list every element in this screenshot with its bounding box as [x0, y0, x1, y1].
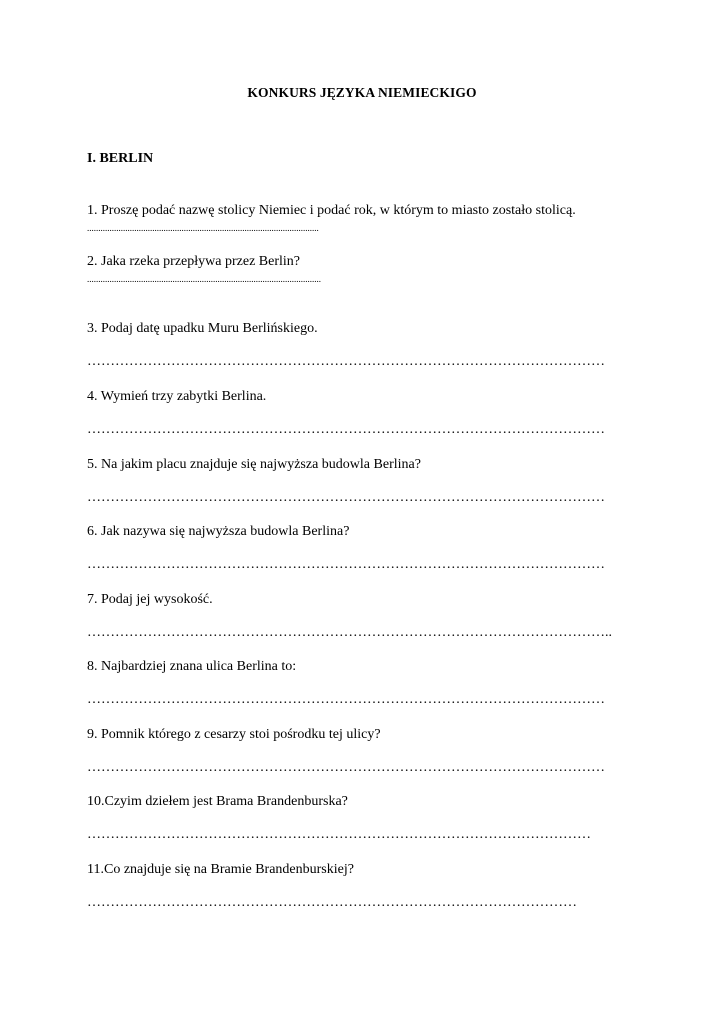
section-heading: I. BERLIN	[87, 151, 154, 166]
question-7: 7. Podaj jej wysokość.	[87, 592, 213, 607]
answer-line-3[interactable]: …………………………………………………………………………………………………	[87, 354, 605, 369]
answer-line-6[interactable]: …………………………………………………………………………………………………	[87, 557, 605, 572]
question-11: 11.Co znajduje się na Bramie Brandenburskiej?	[87, 862, 354, 877]
answer-line-9[interactable]: …………………………………………………………………………………………………	[87, 760, 605, 775]
question-4: 4. Wymień trzy zabytki Berlina.	[87, 389, 267, 404]
question-1: 1. Proszę podać nazwę stolicy Niemiec i podać rok, w którym to miasto zostało stolicą.	[87, 203, 576, 218]
question-10: 10.Czyim dziełem jest Brama Brandenburska?	[87, 794, 348, 809]
question-5: 5. Na jakim placu znajduje się najwyższa budowla Berlina?	[87, 457, 421, 472]
question-8: 8. Najbardziej znana ulica Berlina to:	[87, 659, 297, 674]
answer-line-4[interactable]: …………………………………………………………………………………………………	[87, 422, 605, 437]
question-3: 3. Podaj datę upadku Muru Berlińskiego.	[87, 321, 318, 336]
answer-line-2[interactable]: ........................................................................................................	[87, 274, 321, 284]
answer-line-10[interactable]: ………………………………………………………………………………………………	[87, 827, 591, 842]
page-title: KONKURS JĘZYKA NIEMIECKIGO	[247, 85, 477, 100]
answer-line-8[interactable]: …………………………………………………………………………………………………	[87, 692, 605, 707]
question-2: 2. Jaka rzeka przepływa przez Berlin?	[87, 254, 300, 269]
answer-line-1[interactable]: .......................................................................................................	[87, 223, 319, 233]
question-6: 6. Jak nazywa się najwyższa budowla Berlina?	[87, 524, 350, 539]
answer-line-11[interactable]: ……………………………………………………………………………………………	[87, 895, 577, 910]
answer-line-5[interactable]: …………………………………………………………………………………………………	[87, 490, 605, 505]
answer-line-7[interactable]: …………………………………………………………………………………………………..	[87, 625, 612, 640]
question-9: 9. Pomnik którego z cesarzy stoi pośrodku tej ulicy?	[87, 727, 381, 742]
